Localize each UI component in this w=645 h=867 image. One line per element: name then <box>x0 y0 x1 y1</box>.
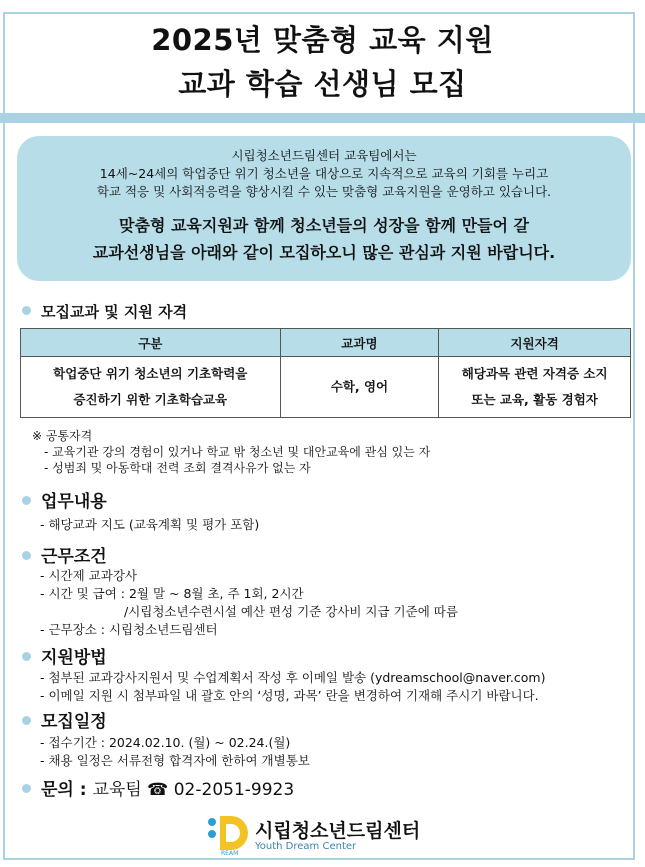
bullet-dot-icon <box>22 306 31 315</box>
org-subname: Youth Dream Center <box>255 841 357 852</box>
table-cell-subject: 수학, 영어 <box>280 357 439 418</box>
duties-item: - 해당교과 지도 (교육계획 및 평가 포함) <box>40 517 260 532</box>
intro-line: 14세~24세의 학업중단 위기 청소년을 대상으로 지속적으로 교육의 기회를 누리고 <box>99 166 549 181</box>
bullet-dot-icon <box>22 716 31 725</box>
org-logo <box>207 814 437 856</box>
section-apply-heading: 지원방법 <box>22 648 107 668</box>
recruit-table <box>20 328 631 418</box>
schedule-item: - 접수기간 : 2024.02.10. (월) ~ 02.24.(월) <box>40 735 291 750</box>
page-title-line1: 2025년 맞춤형 교육 지원 <box>151 23 494 57</box>
common-qual-title: ※ 공통자격 <box>32 429 93 443</box>
svg-text:REAM: REAM <box>221 850 239 856</box>
table-header-cell: 교과명 <box>280 329 439 357</box>
intro-box <box>17 136 631 281</box>
apply-item: - 이메일 지원 시 첨부파일 내 괄호 안의 ‘성명, 과목’ 란을 변경하여 기재해 주시기 바랍니다. <box>40 688 539 703</box>
schedule-item: - 채용 일정은 서류전형 합격자에 한하여 개별통보 <box>40 753 310 768</box>
contact-phone: 교육팀 ☎ 02-2051-9923 <box>92 780 295 800</box>
intro-emphasis: 교과선생님을 아래와 같이 모집하오니 많은 관심과 지원 바랍니다. <box>92 243 556 262</box>
table-header-cell: 지원자격 <box>439 329 631 357</box>
dream-logo-icon <box>207 814 249 856</box>
page-title-line2: 교과 학습 선생님 모집 <box>178 67 467 101</box>
intro-emphasis: 맞춤형 교육지원과 함께 청소년들의 성장을 함께 만들어 갈 <box>119 216 529 235</box>
intro-line: 시립청소년드림센터 교육팀에서는 <box>231 148 417 163</box>
title-divider-band <box>0 113 645 123</box>
common-qual-item: - 교육기관 강의 경험이 있거나 학교 밖 청소년 및 대안교육에 관심 있는 자 <box>44 445 431 459</box>
org-name: 시립청소년드림센터 <box>255 820 421 842</box>
section-schedule-heading: 모집일정 <box>22 712 107 732</box>
conditions-item: /시립청소년수련시설 예산 편성 기준 강사비 지급 기준에 따름 <box>124 604 458 619</box>
bullet-dot-icon <box>22 784 31 793</box>
table-header-cell: 구분 <box>21 329 281 357</box>
apply-item: - 첨부된 교과강사지원서 및 수업계획서 작성 후 이메일 발송 (ydreamschool@naver.com) <box>40 670 546 685</box>
common-qual-item: - 성범죄 및 아동학대 전력 조회 결격사유가 없는 자 <box>44 461 311 475</box>
section-recruit-heading: 모집교과 및 지원 자격 <box>22 302 187 322</box>
bullet-dot-icon <box>22 551 31 560</box>
bullet-dot-icon <box>22 496 31 505</box>
table-cell-category: 학업중단 위기 청소년의 기초학력을 증진하기 위한 기초학습교육 <box>21 357 281 418</box>
conditions-item: - 시간제 교과강사 <box>40 568 137 583</box>
contact-label: 문의 : <box>41 780 93 800</box>
bullet-dot-icon <box>22 652 31 661</box>
section-contact <box>22 780 294 800</box>
table-cell-qualification: 해당과목 관련 자격증 소지 또는 교육, 활동 경험자 <box>439 357 631 418</box>
conditions-item: - 시간 및 급여 : 2월 말 ~ 8월 초, 주 1회, 2시간 <box>40 586 304 601</box>
conditions-item: - 근무장소 : 시립청소년드림센터 <box>40 622 218 637</box>
section-duties-heading: 업무내용 <box>22 492 107 512</box>
intro-line: 학교 적응 및 사회적응력을 향상시킬 수 있는 맞춤형 교육지원을 운영하고 있습니다. <box>96 184 552 199</box>
table-header-row <box>21 329 631 357</box>
section-conditions-heading: 근무조건 <box>22 547 107 567</box>
table-row <box>21 357 631 418</box>
